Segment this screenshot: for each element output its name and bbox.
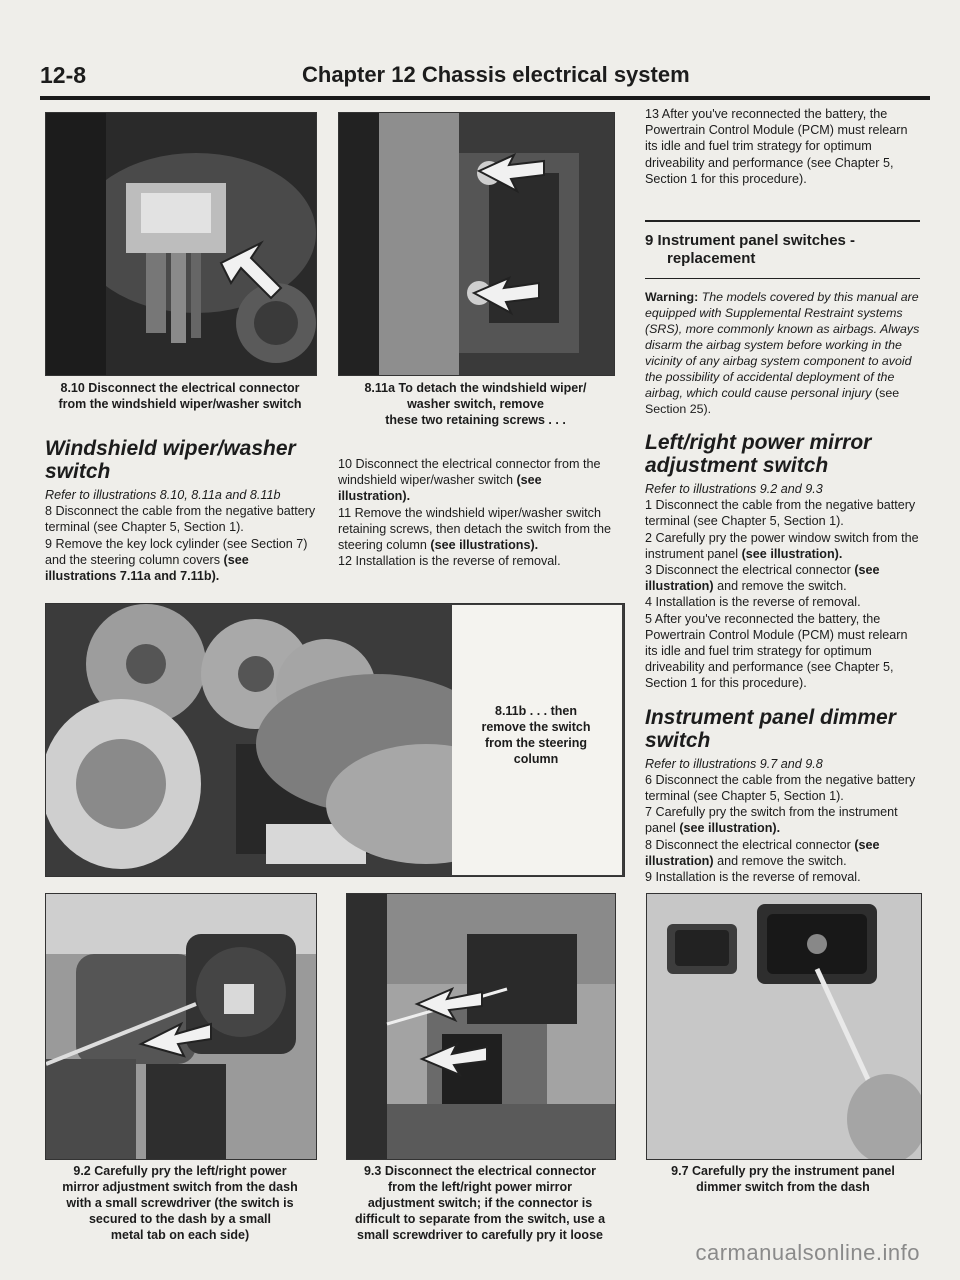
caption-line: remove the switch xyxy=(481,720,591,734)
caption-line: mirror adjustment switch from the dash xyxy=(62,1180,298,1194)
section-rule xyxy=(645,278,920,279)
caption-line: from the windshield wiper/washer switch xyxy=(58,397,302,411)
section-title-wiper xyxy=(45,437,317,483)
warning-tail: (see Section 25). xyxy=(645,386,900,417)
paragraph-text: and remove the switch. xyxy=(713,853,847,868)
caption-8-11b-box xyxy=(452,605,622,875)
paragraph-ref: (see illustration) xyxy=(645,837,880,868)
warning-text: The models covered by this manual are equipped with Supplemental Restraint systems (SRS), more commonly known as airbags. Always disarm the airbag system before working in the vicinity of any airbag system component to avoid the possibility of accidental deployment of the airbag, which could cause personal injury xyxy=(645,290,920,401)
caption-line: 9.2 Carefully pry the left/right power xyxy=(73,1164,287,1178)
caption-8-10 xyxy=(45,380,315,412)
left-column xyxy=(45,437,317,584)
paragraph-text: 3 Disconnect the electrical connector xyxy=(645,563,855,578)
caption-9-7 xyxy=(646,1163,920,1195)
paragraph-9-ref: (see illustrations 7.11a and 7.11b). xyxy=(45,552,249,584)
photo-8-11a xyxy=(338,112,615,376)
header-rule xyxy=(40,96,930,100)
paragraph-11-text: 11 Remove the windshield wiper/washer switch retaining screws, then detach the switch from the steering column xyxy=(338,505,611,553)
section-title-mirror xyxy=(645,431,920,477)
paragraph-m2 xyxy=(645,530,920,562)
caption-line: washer switch, remove xyxy=(407,397,544,411)
caption-line: 9.7 Carefully pry the instrument panel xyxy=(671,1164,895,1178)
photo-8-10-image xyxy=(46,113,316,375)
paragraph-9 xyxy=(45,536,317,585)
caption-line: adjustment switch; if the connector is xyxy=(367,1196,593,1210)
caption-line: difficult to separate from the switch, use a xyxy=(354,1212,606,1226)
paragraph-10 xyxy=(338,456,614,505)
photo-9-2 xyxy=(45,893,317,1160)
paragraph-ref: (see illustration) xyxy=(645,563,880,594)
paragraph-m4: 4 Installation is the reverse of removal. xyxy=(645,595,861,610)
paragraph-text: 8 Disconnect the electrical connector xyxy=(645,837,855,852)
paragraph-10-text: 10 Disconnect the electrical connector from the windshield wiper/washer switch xyxy=(338,457,601,488)
paragraph-ref: (see illustration). xyxy=(679,821,781,836)
caption-line: these two retaining screws . . . xyxy=(385,413,566,427)
paragraph-d8 xyxy=(645,837,920,869)
page-number: 12-8 xyxy=(40,62,87,88)
section-title-line: Left/right power mirror xyxy=(645,431,872,455)
paragraph-9-text: 9 Remove the key lock cylinder (see Section 7) and the steering column covers xyxy=(45,536,308,567)
section-title-line: adjustment switch xyxy=(645,454,829,478)
paragraph-ref: (see illustration). xyxy=(741,546,843,561)
caption-line: 8.11b . . . then xyxy=(495,704,577,718)
illustration-ref: Refer to illustrations 9.2 and 9.3 xyxy=(645,482,823,497)
illustration-ref: Refer to illustrations 9.7 and 9.8 xyxy=(645,756,823,771)
photo-9-3 xyxy=(346,893,616,1160)
paragraph-d6: 6 Disconnect the cable from the negative battery terminal (see Chapter 5, Section 1). xyxy=(645,772,916,804)
paragraph-text: 7 Carefully pry the switch from the instrument panel xyxy=(645,805,898,836)
section-title-line: switch xyxy=(645,728,711,752)
section-title-line: Instrument panel dimmer xyxy=(645,705,896,729)
page-header xyxy=(40,62,930,102)
middle-column xyxy=(338,456,614,569)
paragraph-11-ref: (see illustrations). xyxy=(430,538,539,553)
paragraph-d7 xyxy=(645,804,920,836)
section-heading-line: replacement xyxy=(667,250,756,268)
photo-9-2-image xyxy=(46,894,316,1159)
watermark: carmanualsonline.info xyxy=(695,1240,920,1265)
caption-8-11b xyxy=(456,703,616,767)
paragraph-m3 xyxy=(645,562,920,594)
section-heading-9 xyxy=(645,232,920,268)
paragraph-m5: 5 After you've reconnected the battery, the Powertrain Control Module (PCM) must relearn its idle and fuel trim strategy for optimum driveability and performance (see Chapter 5, Section 1 for this procedure). xyxy=(645,611,908,691)
section-rule xyxy=(645,220,920,222)
caption-line: with a small screwdriver (the switch is xyxy=(66,1196,294,1210)
paragraph-m1: 1 Disconnect the cable from the negative battery terminal (see Chapter 5, Section 1). xyxy=(645,498,916,529)
paragraph-13: 13 After you've reconnected the battery, the Powertrain Control Module (PCM) must relearn its idle and fuel trim strategy for optimum driveability and performance (see Chapter 5, Section 1 for this procedure). xyxy=(645,107,908,186)
illustration-ref: Refer to illustrations 8.10, 8.11a and 8.11b xyxy=(45,488,281,502)
paragraph-text: 2 Carefully pry the power window switch from the instrument panel xyxy=(645,530,919,561)
photo-9-7-image xyxy=(647,894,921,1159)
photo-8-10 xyxy=(45,112,317,376)
caption-9-2 xyxy=(45,1163,315,1243)
caption-line: metal tab on each side) xyxy=(110,1228,250,1242)
caption-line: 8.10 Disconnect the electrical connector xyxy=(60,381,300,395)
paragraph-10-ref: (see illustration). xyxy=(338,473,542,504)
caption-line: column xyxy=(513,752,559,766)
paragraph-d9: 9 Installation is the reverse of removal. xyxy=(645,870,861,885)
caption-9-3 xyxy=(334,1163,626,1243)
section-title-line: Windshield wiper/washer xyxy=(45,437,296,460)
caption-line: 8.11a To detach the windshield wiper/ xyxy=(364,381,587,395)
warning-label: Warning: xyxy=(645,290,699,305)
paragraph-11 xyxy=(338,505,614,554)
caption-line: 9.3 Disconnect the electrical connector xyxy=(363,1164,597,1178)
caption-line: from the steering xyxy=(484,736,588,750)
paragraph-8: 8 Disconnect the cable from the negative battery terminal (see Chapter 5, Section 1). xyxy=(45,504,316,535)
chapter-title: Chapter 12 Chassis electrical system xyxy=(302,62,690,87)
caption-line: secured to the dash by a small xyxy=(88,1212,271,1226)
section-title-line: switch xyxy=(45,460,111,483)
section-heading-line: 9 Instrument panel switches - xyxy=(645,232,856,250)
paragraph-text: and remove the switch. xyxy=(713,579,847,594)
photo-9-3-image xyxy=(347,894,615,1159)
caption-8-11a xyxy=(338,380,613,428)
caption-line: dimmer switch from the dash xyxy=(696,1180,870,1194)
paragraph-12: 12 Installation is the reverse of removal. xyxy=(338,554,561,569)
right-column xyxy=(645,106,920,885)
photo-9-7 xyxy=(646,893,922,1160)
caption-line: small screwdriver to carefully pry it loose xyxy=(357,1228,603,1242)
section-title-dimmer xyxy=(645,706,920,752)
warning-paragraph xyxy=(645,289,920,417)
caption-line: from the left/right power mirror xyxy=(387,1180,573,1194)
photo-8-11a-image xyxy=(339,113,614,375)
